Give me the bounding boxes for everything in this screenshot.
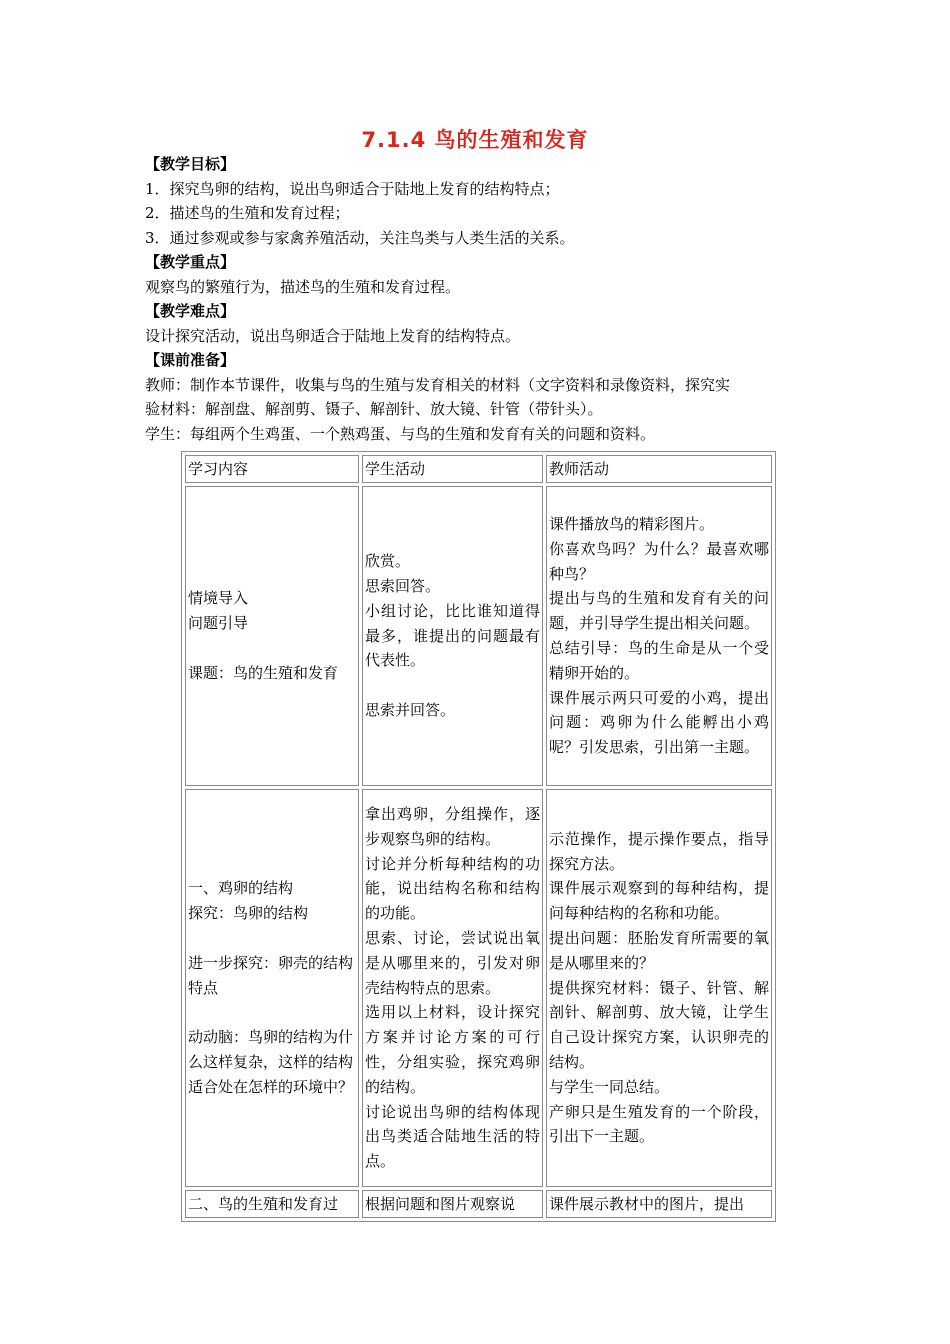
table-row	[185, 486, 772, 786]
objective-item: 1．探究鸟卵的结构，说出鸟卵适合于陆地上发育的结构特点；	[145, 179, 560, 198]
student-line: 选用以上材料，设计探究方案并讨论方案的可行性，分组实验，探究鸡卵的结构。	[365, 1003, 540, 1096]
table-row	[185, 1190, 772, 1218]
spacer	[188, 926, 356, 951]
table-row	[185, 789, 772, 1187]
student-line: 讨论并分析每种结构的功能，说出结构名称和结构的功能。	[365, 854, 540, 923]
student-line: 思索回答。	[365, 577, 441, 595]
table-header-row	[185, 455, 772, 483]
content-line: 进一步探究：卵壳的结构特点	[188, 953, 354, 997]
teacher-line: 课件展示两只可爱的小鸡，提出问题：鸡卵为什么能孵出小鸡呢？引发思索，引出第一主题。	[549, 688, 769, 757]
content-line: 动动脑：鸟卵的结构为什么这样复杂，这样的结构适合处在怎样的环境中？	[188, 1028, 354, 1096]
spacer	[188, 636, 356, 661]
difficulties-text: 设计探究活动，说出鸟卵适合于陆地上发育的结构特点。	[145, 326, 521, 345]
student-line: 拿出鸡卵，分组操作，逐步观察鸟卵的结构。	[365, 805, 540, 848]
content-line: 问题引导	[188, 614, 249, 633]
key-points-text: 观察鸟的繁殖行为，描述鸟的生殖和发育过程。	[145, 277, 461, 296]
teacher-activity-cell	[546, 789, 772, 1187]
student-line: 小组讨论，比比谁知道得最多，谁提出的问题最有代表性。	[365, 601, 540, 670]
learning-content-cell	[185, 486, 359, 786]
spacer	[365, 673, 540, 698]
teacher-line: 产卵只是生殖发育的一个阶段，引出下一主题。	[549, 1102, 769, 1146]
student-line: 思索并回答。	[365, 700, 456, 719]
objective-item: 2．描述鸟的生殖和发育过程；	[145, 204, 350, 222]
teacher-line: 提出问题：胚胎发育所需要的氧是从哪里来的？	[549, 929, 769, 972]
student-preparation: 学生：每组两个生鸡蛋、一个熟鸡蛋、与鸟的生殖和发育有关的问题和资料。	[145, 424, 656, 443]
teacher-line: 你喜欢鸟吗？为什么？最喜欢哪种鸟？	[549, 539, 769, 583]
teacher-line: 示范操作，提示操作要点，指导探究方法。	[549, 829, 769, 873]
teacher-line: 与学生一同总结。	[549, 1077, 670, 1096]
student-activity-cell	[362, 486, 543, 786]
key-points-heading: 【教学重点】	[145, 253, 236, 271]
student-activity-cell	[362, 789, 543, 1187]
teacher-activity-cell: 课件展示教材中的图片，提出	[546, 1190, 772, 1218]
student-line: 欣赏。	[365, 552, 411, 571]
lesson-intro	[145, 152, 815, 446]
teacher-line: 总结引导：鸟的生命是从一个受精卵开始的。	[549, 639, 769, 682]
teacher-line: 课件展示观察到的每种结构，提问每种结构的名称和功能。	[549, 879, 769, 923]
spacer	[188, 1000, 356, 1025]
teacher-line: 提出与鸟的生殖和发育有关的问题，并引导学生提出相关问题。	[549, 589, 769, 633]
student-line: 讨论说出鸟卵的结构体现出鸟类适合陆地生活的特点。	[365, 1102, 540, 1171]
header-learning-content: 学习内容	[185, 455, 359, 483]
content-line: 探究：鸟卵的结构	[188, 904, 309, 923]
objectives-heading: 【教学目标】	[145, 155, 236, 173]
difficulties-heading: 【教学难点】	[145, 302, 236, 320]
preparation-heading: 【课前准备】	[145, 351, 236, 369]
learning-content-cell: 二、鸟的生殖和发育过	[185, 1190, 359, 1218]
teacher-activity-cell	[546, 486, 772, 786]
teacher-line: 提供探究材料：镊子、针管、解剖针、解剖剪、放大镜，让学生自己设计探究方案，认识卵壳的结构。	[549, 978, 769, 1071]
teacher-preparation-line: 教师：制作本节课件，收集与鸟的生殖与发育相关的材料（文字资料和录像资料，探究实	[145, 375, 731, 394]
student-line: 思索、讨论，尝试说出氧是从哪里来的，引发对卵壳结构特点的思索。	[365, 929, 540, 997]
header-student-activity: 学生活动	[362, 455, 543, 483]
header-teacher-activity: 教师活动	[546, 455, 772, 483]
content-line: 一、鸡卵的结构	[188, 879, 294, 898]
learning-content-cell	[185, 789, 359, 1187]
objective-item: 3．通过参观或参与家禽养殖活动，关注鸟类与人类生活的关系。	[145, 228, 575, 247]
student-activity-cell: 根据问题和图片观察说	[362, 1190, 543, 1218]
content-line: 课题：鸟的生殖和发育	[188, 663, 339, 682]
content-line: 情境导入	[188, 589, 249, 608]
lesson-plan-table	[181, 451, 776, 1222]
page-title: 7.1.4 鸟的生殖和发育	[361, 128, 589, 152]
teacher-line: 课件播放鸟的精彩图片。	[549, 515, 715, 534]
teacher-preparation-line: 验材料：解剖盘、解剖剪、镊子、解剖针、放大镜、针管（带针头）。	[145, 400, 603, 418]
